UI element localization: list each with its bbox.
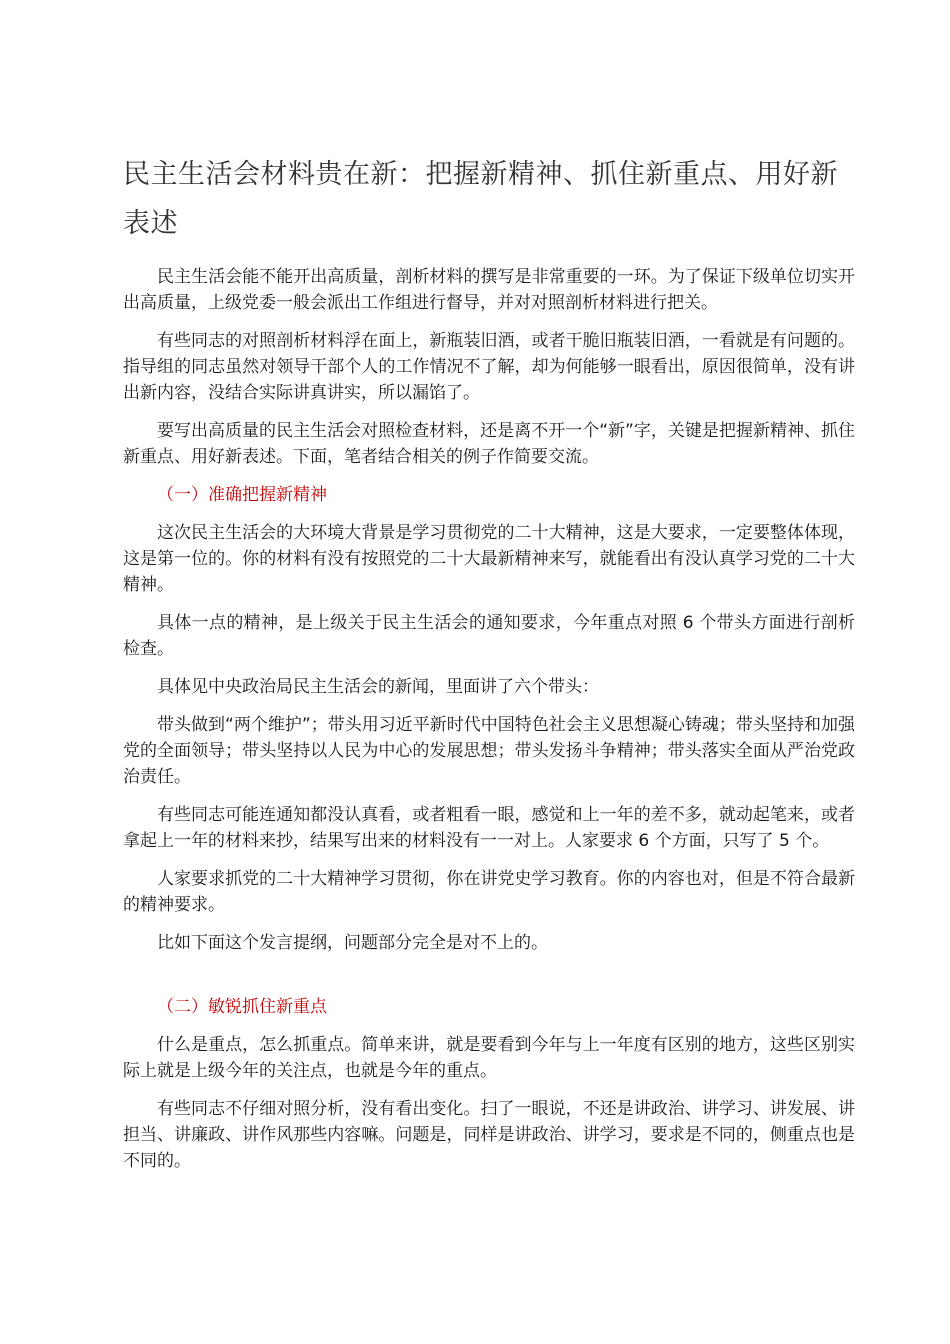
paragraph: 有些同志不仔细对照分析，没有看出变化。扫了一眼说，不还是讲政治、讲学习、讲发展、讲担当、讲廉政、讲作风那些内容嘛。问题是，同样是讲政治、讲学习，要求是不同的，侧重点也是不同的。: [123, 1099, 855, 1171]
section-heading-2: （二）敏锐抓住新重点: [157, 997, 327, 1017]
document-title: 民主生活会材料贵在新：把握新精神、抓住新重点、用好新表述: [123, 159, 838, 239]
paragraph: 具体一点的精神，是上级关于民主生活会的通知要求，今年重点对照 6 个带头方面进行剖析检查。: [123, 613, 855, 659]
paragraph: 人家要求抓党的二十大精神学习贯彻，你在讲党史学习教育。你的内容也对，但是不符合最新的精神要求。: [123, 869, 855, 915]
paragraph: 比如下面这个发言提纲，问题部分完全是对不上的。: [157, 933, 548, 953]
paragraph: 有些同志可能连通知都没认真看，或者粗看一眼，感觉和上一年的差不多，就动起笔来，或者拿起上一年的材料来抄，结果写出来的材料没有一一对上。人家要求 6 个方面，只写了 5 个。: [123, 805, 855, 851]
paragraph: 有些同志的对照剖析材料浮在面上，新瓶装旧酒，或者干脆旧瓶装旧酒，一看就是有问题的。指导组的同志虽然对领导干部个人的工作情况不了解，却为何能够一眼看出，原因很简单，没有讲出新内容，没结合实际讲真讲实，所以漏馅了。: [123, 331, 855, 403]
paragraph: 具体见中央政治局民主生活会的新闻，里面讲了六个带头：: [157, 677, 599, 697]
section-heading-1: （一）准确把握新精神: [157, 485, 327, 505]
paragraph: 民主生活会能不能开出高质量，剖析材料的撰写是非常重要的一环。为了保证下级单位切实开出高质量，上级党委一般会派出工作组进行督导，并对对照剖析材料进行把关。: [123, 267, 855, 313]
document-body: [123, 150, 855, 1186]
paragraph: 什么是重点，怎么抓重点。简单来讲，就是要看到今年与上一年度有区别的地方，这些区别实际上就是上级今年的关注点，也就是今年的重点。: [123, 1035, 855, 1081]
paragraph: 要写出高质量的民主生活会对照检查材料，还是离不开一个“新”字，关键是把握新精神、抓住新重点、用好新表述。下面，笔者结合相关的例子作简要交流。: [123, 421, 855, 467]
paragraph: 这次民主生活会的大环境大背景是学习贯彻党的二十大精神，这是大要求，一定要整体体现，这是第一位的。你的材料有没有按照党的二十大最新精神来写，就能看出有没认真学习党的二十大精神。: [123, 523, 855, 595]
paragraph: 带头做到“两个维护”；带头用习近平新时代中国特色社会主义思想凝心铸魂；带头坚持和加强党的全面领导；带头坚持以人民为中心的发展思想；带头发扬斗争精神；带头落实全面从严治党政治责任。: [123, 715, 855, 787]
